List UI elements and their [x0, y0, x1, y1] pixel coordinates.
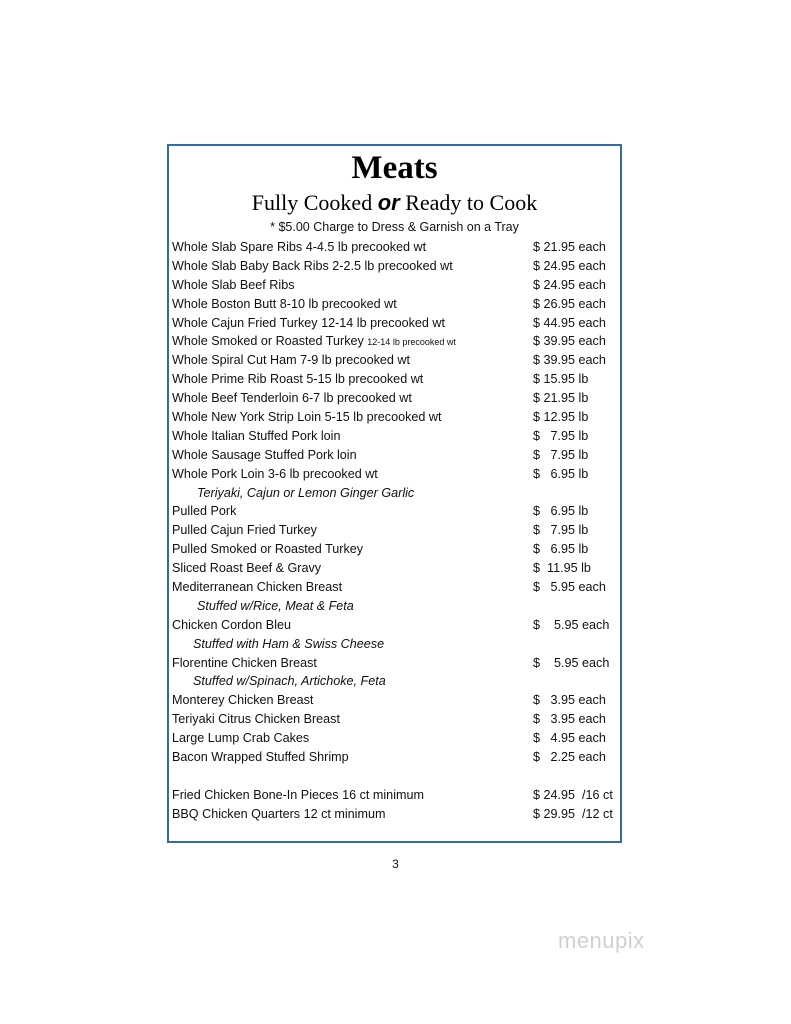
item-price: $ 24.95 each	[533, 258, 606, 273]
item-price: $ 39.95 each	[533, 334, 606, 349]
item-price: $ 6.95 lb	[533, 504, 589, 519]
item-description	[172, 672, 617, 691]
item-price: $ 6.95 lb	[533, 542, 589, 557]
item-name	[193, 635, 384, 654]
item-name	[172, 691, 313, 710]
menu-item	[172, 446, 617, 465]
item-name-text: Whole Prime Rib Roast 5-15 lb precooked wt	[172, 372, 424, 387]
item-name	[172, 786, 424, 805]
item-price: $ 12.95 lb	[533, 410, 589, 425]
item-price: $ 44.95 each	[533, 315, 606, 330]
item-name	[197, 597, 354, 616]
item-description	[172, 484, 617, 503]
item-name-text: Mediterranean Chicken Breast	[172, 580, 343, 595]
item-name	[172, 559, 321, 578]
item-name-text: Whole Slab Baby Back Ribs 2-2.5 lb precooked wt	[172, 258, 453, 273]
menu-item	[172, 559, 617, 578]
menu-item	[172, 748, 617, 767]
item-name-text: Whole Spiral Cut Ham 7-9 lb precooked wt	[172, 353, 410, 368]
menu-item	[172, 276, 617, 295]
menu-item	[172, 502, 617, 521]
menu-item	[172, 314, 617, 333]
item-name	[193, 672, 386, 691]
menu-item-list	[172, 238, 617, 824]
item-name-text: Stuffed with Ham & Swiss Cheese	[193, 636, 385, 651]
item-name-text: Whole Smoked or Roasted Turkey	[172, 334, 364, 349]
menu-item	[172, 786, 617, 805]
item-name	[172, 465, 378, 484]
item-name-text: Pulled Pork	[172, 504, 237, 519]
menu-item	[172, 805, 617, 824]
item-name	[172, 351, 410, 370]
item-name	[172, 578, 342, 597]
item-name-text: Chicken Cordon Bleu	[172, 617, 292, 632]
watermark: menupix	[558, 928, 645, 953]
menu-item	[172, 729, 617, 748]
item-name-text: Whole Italian Stuffed Pork loin	[172, 428, 341, 443]
item-name	[172, 805, 385, 824]
menu-item	[172, 351, 617, 370]
menu-item	[172, 465, 617, 484]
item-name-text: Whole New York Strip Loin 5-15 lb precooked wt	[172, 410, 442, 425]
item-name-text: Fried Chicken Bone-In Pieces 16 ct minimum	[172, 787, 424, 802]
menu-item	[172, 521, 617, 540]
garnish-note: * $5.00 Charge to Dress & Garnish on a Tray	[270, 220, 519, 234]
item-name-text: Teriyaki, Cajun or Lemon Ginger Garlic	[197, 485, 415, 500]
item-price: $ 39.95 each	[533, 353, 606, 368]
menu-item	[172, 370, 617, 389]
item-name	[172, 257, 453, 276]
item-name-text: Pulled Smoked or Roasted Turkey	[172, 542, 364, 557]
item-name	[172, 502, 236, 521]
item-name	[172, 370, 423, 389]
page-subtitle	[169, 190, 620, 216]
item-price: $ 5.95 each	[533, 580, 606, 595]
item-name-text: BBQ Chicken Quarters 12 ct minimum	[172, 806, 386, 821]
item-price: $ 15.95 lb	[533, 372, 589, 387]
item-price: $ 24.95 /16 ct	[533, 787, 613, 802]
item-name	[172, 540, 363, 559]
menu-item	[172, 691, 617, 710]
item-name	[172, 314, 445, 333]
menu-item	[172, 238, 617, 257]
item-price: $ 24.95 each	[533, 277, 606, 292]
item-name	[172, 427, 340, 446]
spacer-row	[172, 767, 617, 786]
menu-item	[172, 710, 617, 729]
item-price: $ 29.95 /12 ct	[533, 806, 613, 821]
item-name	[172, 408, 442, 427]
menu-item	[172, 257, 617, 276]
item-name	[172, 616, 291, 635]
item-name	[172, 521, 317, 540]
item-price: $ 7.95 lb	[533, 428, 589, 443]
item-name	[172, 238, 426, 257]
menu-item	[172, 654, 617, 673]
item-name-text: Teriyaki Citrus Chicken Breast	[172, 712, 340, 727]
item-price: $ 7.95 lb	[533, 523, 589, 538]
item-name-text: Large Lump Crab Cakes	[172, 731, 310, 746]
item-price: $ 5.95 each	[533, 655, 610, 670]
page-title: Meats	[351, 150, 438, 186]
page-number: 3	[392, 857, 399, 871]
menu-item	[172, 427, 617, 446]
menu-item	[172, 332, 617, 351]
item-price: $ 5.95 each	[533, 617, 610, 632]
item-name	[172, 710, 340, 729]
item-price: $ 7.95 lb	[533, 447, 589, 462]
subtitle-start: Fully Cooked	[251, 190, 378, 215]
item-name-text: Whole Slab Spare Ribs 4-4.5 lb precooked wt	[172, 240, 427, 254]
item-price: $ 26.95 each	[533, 296, 606, 311]
item-name	[172, 446, 357, 465]
item-name-text: Whole Slab Beef Ribs	[172, 277, 295, 292]
item-description	[172, 597, 617, 616]
item-name-text: Whole Sausage Stuffed Pork loin	[172, 447, 357, 462]
item-name-text: Whole Boston Butt 8-10 lb precooked wt	[172, 296, 397, 311]
item-price: $ 21.95 lb	[533, 391, 589, 406]
menu-item	[172, 578, 617, 597]
item-description	[172, 635, 617, 654]
item-name-text: Whole Beef Tenderloin 6-7 lb precooked wt	[172, 391, 412, 406]
menu-item	[172, 540, 617, 559]
menu-item	[172, 408, 617, 427]
item-name-text: Whole Cajun Fried Turkey 12-14 lb precooked wt	[172, 315, 445, 330]
item-name	[172, 654, 317, 673]
item-name-text: Pulled Cajun Fried Turkey	[172, 523, 317, 538]
item-price: $ 3.95 each	[533, 712, 606, 727]
item-price: $ 3.95 each	[533, 693, 606, 708]
item-name	[172, 276, 295, 295]
menu-item	[172, 295, 617, 314]
item-name-text: Monterey Chicken Breast	[172, 693, 314, 708]
menu-item	[172, 616, 617, 635]
item-name	[172, 332, 456, 352]
item-name-text: Stuffed w/Spinach, Artichoke, Feta	[193, 674, 386, 689]
item-name	[172, 295, 397, 314]
item-name	[172, 729, 309, 748]
menu-item	[172, 389, 617, 408]
item-name-text: Whole Pork Loin 3-6 lb precooked wt	[172, 466, 378, 481]
item-name-text: Sliced Roast Beef & Gravy	[172, 561, 322, 576]
subtitle-or: or	[377, 190, 400, 215]
item-weight-note: 12-14 lb precooked wt	[367, 337, 456, 348]
item-price: $ 4.95 each	[533, 731, 606, 746]
item-name-text: Florentine Chicken Breast	[172, 655, 317, 670]
item-name	[172, 389, 412, 408]
item-price: $ 6.95 lb	[533, 466, 589, 481]
menu-frame	[167, 144, 622, 843]
item-price: $ 21.95 each	[533, 240, 606, 254]
item-name	[172, 748, 349, 767]
item-price: $ 2.25 each	[533, 750, 606, 765]
item-name	[197, 484, 414, 503]
item-name-text: Stuffed w/Rice, Meat & Feta	[197, 598, 354, 613]
subtitle-end: Ready to Cook	[399, 190, 538, 215]
item-price: $ 11.95 lb	[533, 561, 591, 576]
item-name-text: Bacon Wrapped Stuffed Shrimp	[172, 750, 349, 765]
